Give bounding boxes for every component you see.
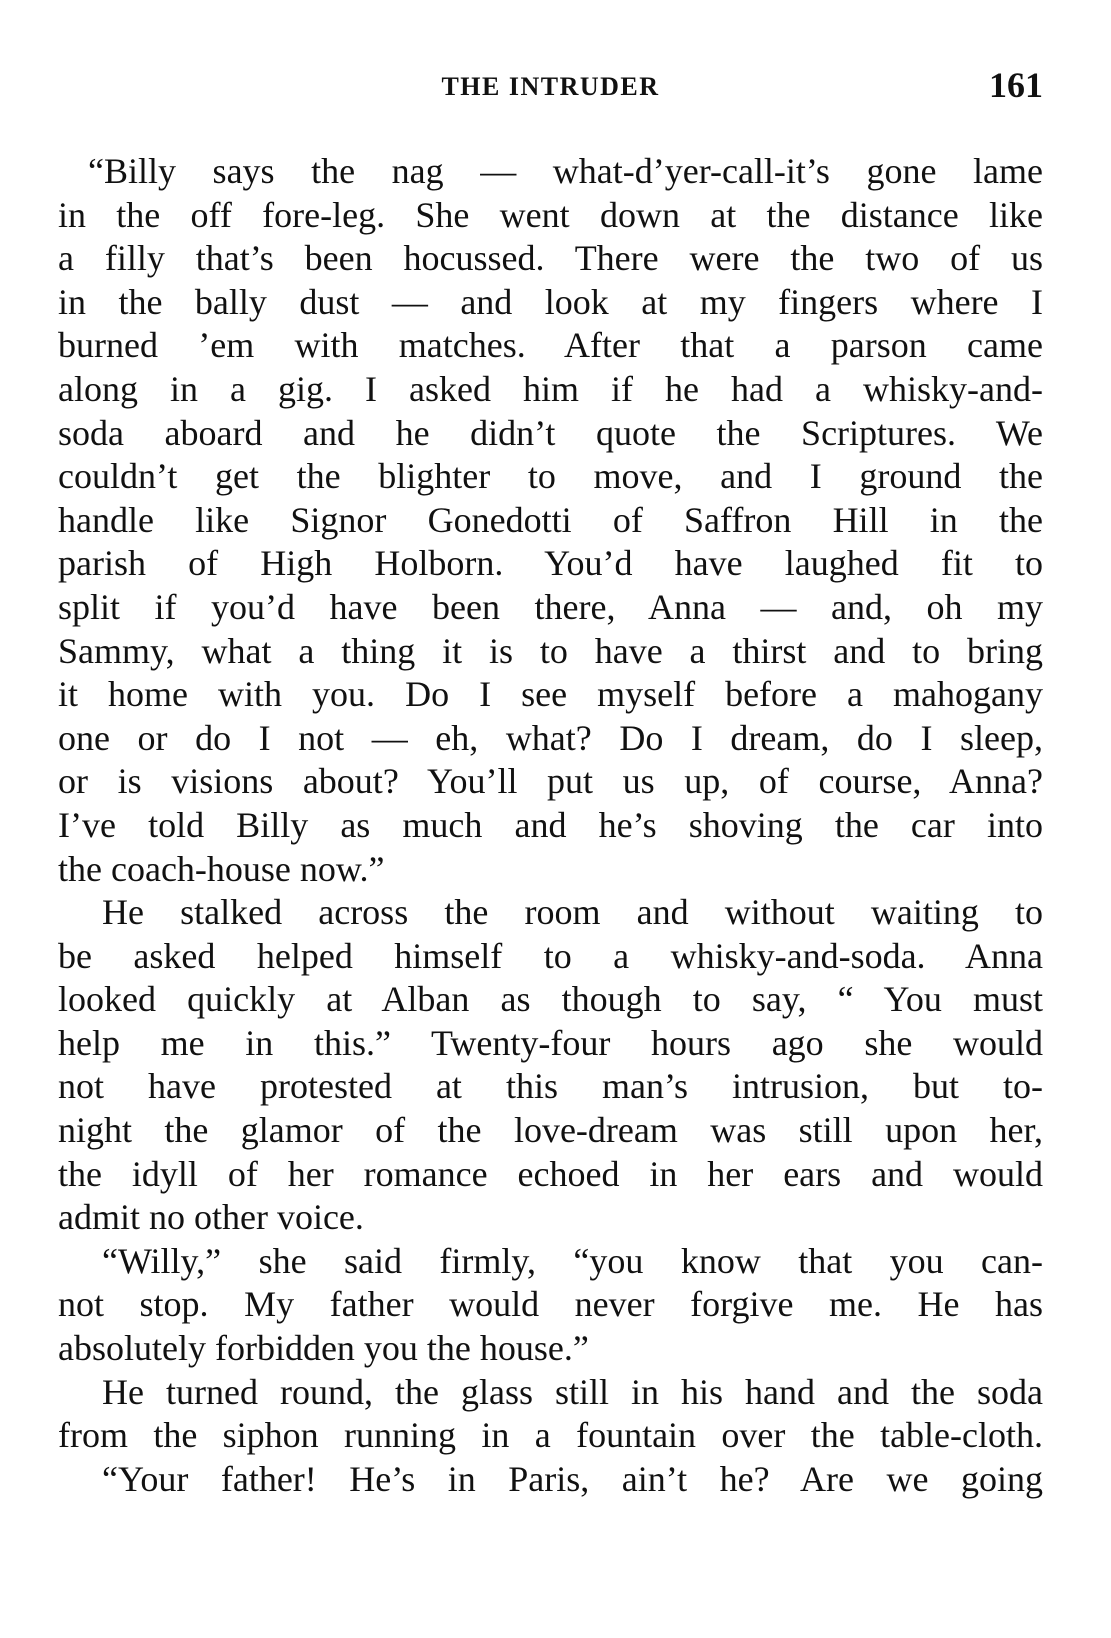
text-line: from the siphon running in a fountain over the table-cloth. [58,1415,1043,1456]
text-line: help me in this.” Twenty-four hours ago she would [58,1022,1043,1063]
text-line: burned ’em with matches. After that a parson came [58,325,1043,366]
text-line: looked quickly at Alban as though to say, “ You must [58,979,1043,1020]
text-line: admit no other voice. [58,1197,364,1238]
page-header [58,58,1043,120]
text-line: I’ve told Billy as much and he’s shoving the car into [58,804,1043,845]
text-line: not stop. My father would never forgive me. He has [58,1284,1043,1325]
text-line: it home with you. Do I see myself before a mahogany [58,674,1043,715]
text-line: split if you’d have been there, Anna — and, oh my [58,586,1043,627]
paragraph-3 [58,1240,1043,1371]
text-line: be asked helped himself to a whisky-and-soda. Anna [58,935,1043,976]
text-line: Sammy, what a thing it is to have a thirst and to bring [58,630,1043,671]
text-line: handle like Signor Gonedotti of Saffron Hill in the [58,499,1043,540]
text-line: He stalked across the room and without waiting to [102,892,1043,933]
text-line: the idyll of her romance echoed in her ears and would [58,1153,1043,1194]
paragraph-1 [58,150,1043,891]
text-line: “Billy says the nag — what-d’yer-call-it’s gone lame [88,151,1043,191]
text-line: “Willy,” she said firmly, “you know that you can- [102,1240,1043,1281]
text-line: absolutely forbidden you the house.” [58,1328,589,1369]
text-line: not have protested at this man’s intrusion, but to- [58,1066,1043,1107]
text-line: night the glamor of the love-dream was still upon her, [58,1110,1043,1151]
paragraph-4 [58,1371,1043,1458]
text-line: in the bally dust — and look at my fingers where I [58,281,1043,322]
text-line: one or do I not — eh, what? Do I dream, do I sleep, [58,717,1043,758]
running-title: THE INTRUDER [441,72,660,101]
text-line: in the off fore-leg. She went down at the distance like [58,194,1043,235]
text-line: a filly that’s been hocussed. There were the two of us [58,238,1043,279]
paragraph-5 [58,1458,1043,1502]
text-line: along in a gig. I asked him if he had a whisky-and- [58,368,1043,409]
text-line: soda aboard and he didn’t quote the Scriptures. We [58,412,1043,453]
paragraph-2 [58,891,1043,1240]
page-number: 161 [989,65,1043,105]
text-line: “Your father! He’s in Paris, ain’t he? Are we going [102,1458,1043,1499]
text-line: the coach-house now.” [58,848,385,889]
text-line: parish of High Holborn. You’d have laughed fit to [58,543,1043,584]
text-line: couldn’t get the blighter to move, and I ground the [58,456,1043,497]
book-page [58,58,1043,1501]
text-line: or is visions about? You’ll put us up, of course, Anna? [58,761,1043,802]
text-line: He turned round, the glass still in his hand and the soda [102,1371,1043,1412]
body-text [58,150,1043,1501]
